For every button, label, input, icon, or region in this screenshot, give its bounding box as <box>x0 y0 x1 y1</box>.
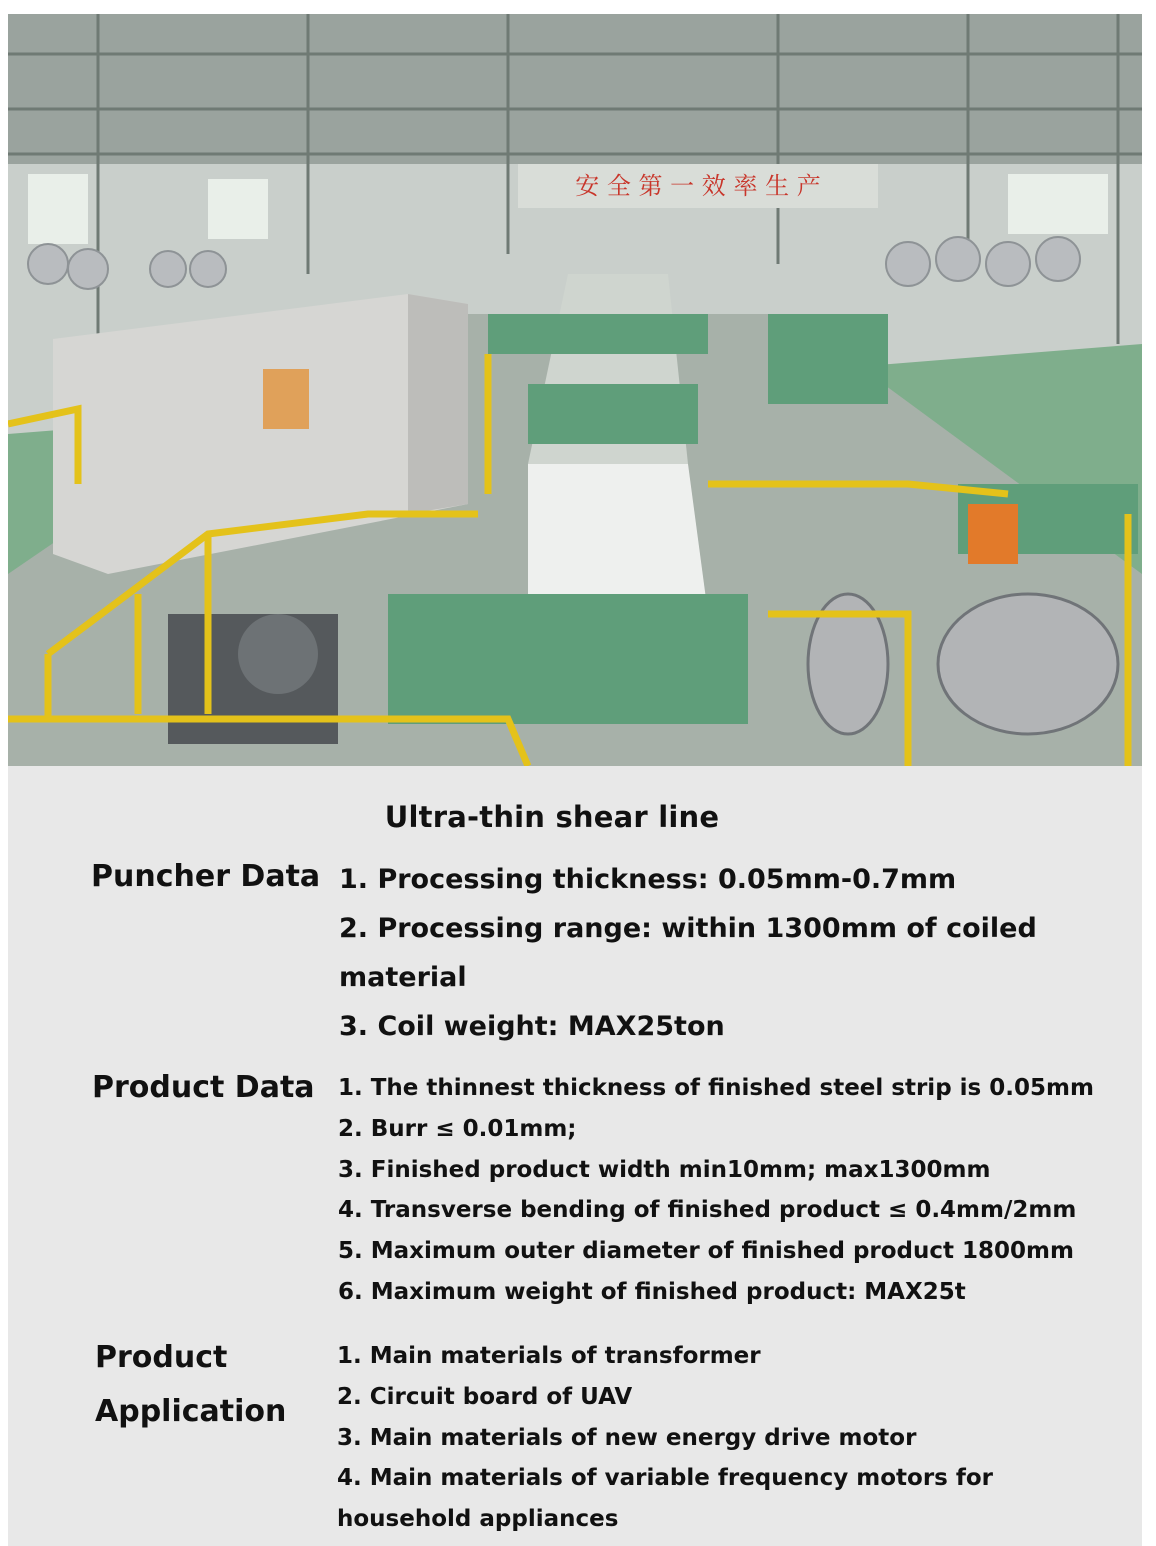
list-item: 6. Maximum weight of finished product: MAX25t <box>338 1278 966 1305</box>
factory-photo <box>8 14 1142 766</box>
list-item: 2. Circuit board of UAV <box>337 1383 633 1410</box>
factory-illustration <box>8 14 1142 766</box>
product-application-list <box>337 1336 993 1540</box>
puncher-data-list <box>339 855 1037 1051</box>
product-application-label-line2: Application <box>95 1394 287 1429</box>
list-item: 5. Maximum outer diameter of finished product 1800mm <box>338 1238 1074 1265</box>
list-item: 4. Transverse bending of finished product ≤ 0.4mm/2mm <box>338 1197 1077 1224</box>
page-title: Ultra-thin shear line <box>384 800 720 834</box>
puncher-data-label: Puncher Data <box>91 859 321 894</box>
list-item: 1. The thinnest thickness of finished steel strip is 0.05mm <box>338 1075 1094 1101</box>
safety-banner-text: 安 全 第 一 效 率 生 产 <box>575 172 821 200</box>
list-item: 1. Main materials of transformer <box>337 1343 761 1369</box>
list-item: 2. Burr ≤ 0.01mm; <box>338 1115 577 1142</box>
list-item: 1. Processing thickness: 0.05mm-0.7mm <box>339 864 957 895</box>
spec-panel <box>8 766 1142 1546</box>
list-item: 3. Main materials of new energy drive motor <box>337 1424 917 1451</box>
product-application-label-line1: Product <box>95 1340 228 1375</box>
list-item: material <box>339 962 467 993</box>
list-item: 2. Processing range: within 1300mm of coiled <box>339 913 1037 944</box>
list-item: 3. Coil weight: MAX25ton <box>339 1011 725 1042</box>
product-data-label: Product Data <box>92 1070 315 1105</box>
list-item: 4. Main materials of variable frequency motors for <box>337 1465 994 1492</box>
list-item: 3. Finished product width min10mm; max1300mm <box>338 1156 991 1183</box>
product-data-list <box>338 1068 1094 1313</box>
list-item: household appliances <box>337 1506 619 1533</box>
